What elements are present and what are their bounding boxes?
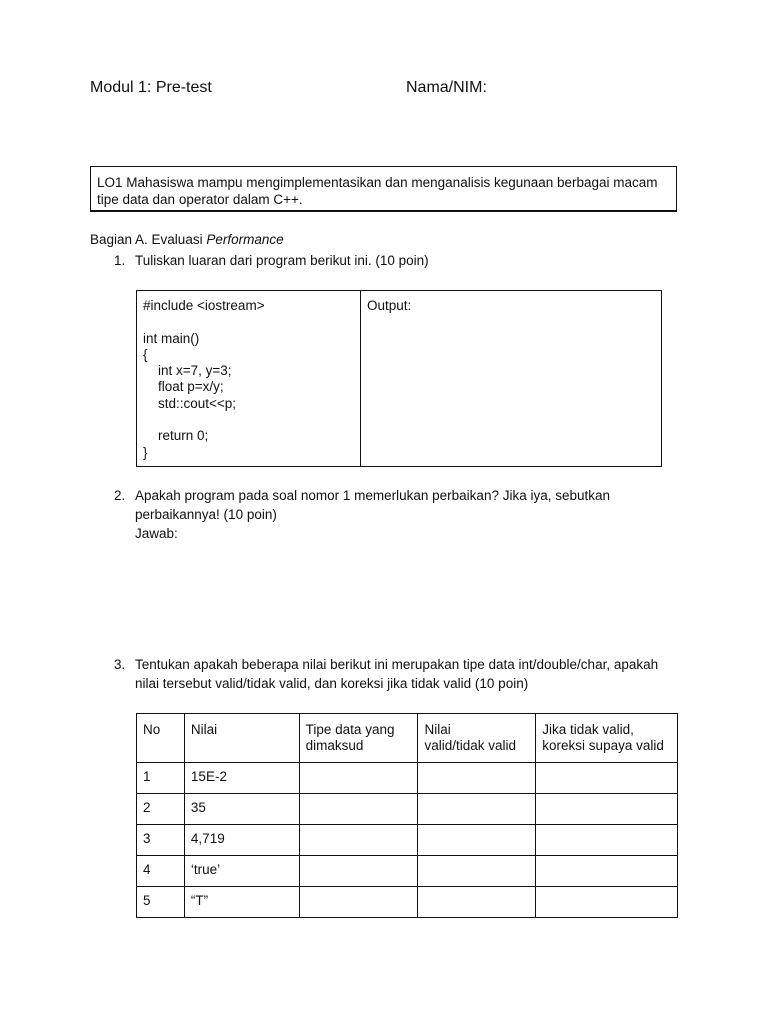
table-header-cell — [184, 714, 299, 763]
cell-blank[interactable] — [299, 856, 418, 887]
header-line: valid/tidak valid — [424, 738, 517, 753]
table-row — [137, 856, 678, 887]
code-listing: #include <iostream> int main() { int x=7, y=3; float p=x/y; std::cout<<p; return 0; } — [137, 291, 361, 466]
question-3 — [90, 655, 710, 695]
cell-no: 4 — [137, 856, 185, 887]
cell-blank[interactable] — [536, 763, 678, 794]
learning-outcome-box — [90, 166, 677, 212]
question-text: perbaikannya! (10 poin) — [135, 507, 277, 522]
cell-nilai: ‘true’ — [184, 856, 299, 887]
header-line: Nilai — [190, 722, 218, 737]
cell-blank[interactable] — [536, 825, 678, 856]
header-line: koreksi supaya valid — [542, 738, 664, 753]
cell-blank[interactable] — [299, 825, 418, 856]
cell-no: 5 — [137, 887, 185, 918]
answer-table — [136, 713, 678, 918]
answer-label: Jawab: — [135, 526, 178, 541]
section-heading-emphasis: Performance — [206, 232, 284, 247]
cell-blank[interactable] — [536, 887, 678, 918]
cell-nilai: “T” — [184, 887, 299, 918]
question-text: Tentukan apakah beberapa nilai berikut ini merupakan tipe data int/double/char, apakah — [135, 657, 659, 672]
name-nim-label: Nama/NIM: — [406, 79, 487, 96]
table-header-cell — [299, 714, 418, 763]
cell-nilai: 15E-2 — [184, 763, 299, 794]
header-line: Nilai — [424, 722, 451, 737]
output-label: Output: — [367, 298, 412, 313]
question-1 — [90, 251, 690, 271]
header-line: dimaksud — [305, 738, 364, 753]
table-header-row — [137, 714, 678, 763]
cell-blank[interactable] — [418, 856, 536, 887]
table-header-cell — [418, 714, 536, 763]
page-title: Modul 1: Pre-test — [90, 79, 212, 96]
question-text: Tuliskan luaran dari program berikut ini. (10 poin) — [135, 253, 429, 268]
cell-blank[interactable] — [299, 887, 418, 918]
header-line: Jika tidak valid, — [542, 722, 634, 737]
cell-blank[interactable] — [536, 794, 678, 825]
header-line: No — [143, 722, 161, 737]
cell-no: 3 — [137, 825, 185, 856]
cell-blank[interactable] — [418, 763, 536, 794]
table-row — [137, 825, 678, 856]
table-row — [137, 763, 678, 794]
cell-blank[interactable] — [418, 794, 536, 825]
question-number: 1. — [114, 253, 126, 268]
table-header-cell — [536, 714, 678, 763]
code-output-box — [136, 290, 662, 467]
cell-blank[interactable] — [299, 794, 418, 825]
question-text: Apakah program pada soal nomor 1 memerlukan perbaikan? Jika iya, sebutkan — [135, 488, 611, 503]
cell-blank[interactable] — [536, 856, 678, 887]
learning-outcome-line2: tipe data dan operator dalam C++. — [97, 192, 303, 207]
output-answer-cell — [361, 291, 661, 466]
cell-blank[interactable] — [418, 887, 536, 918]
question-text-block — [135, 655, 658, 693]
question-2 — [90, 486, 710, 546]
question-number: 3. — [114, 657, 126, 672]
section-heading — [90, 232, 284, 247]
section-heading-prefix: Bagian A. Evaluasi — [90, 232, 207, 247]
cell-nilai: 4,719 — [184, 825, 299, 856]
cell-nilai: 35 — [184, 794, 299, 825]
question-number: 2. — [114, 488, 126, 503]
table-header-cell — [137, 714, 185, 763]
question-text-block — [135, 486, 610, 543]
question-text: nilai tersebut valid/tidak valid, dan koreksi jika tidak valid (10 poin) — [135, 676, 529, 691]
cell-blank[interactable] — [299, 763, 418, 794]
cell-blank[interactable] — [418, 825, 536, 856]
table-row — [137, 887, 678, 918]
cell-no: 2 — [137, 794, 185, 825]
table-row — [137, 794, 678, 825]
header-line: Tipe data yang — [305, 722, 395, 737]
learning-outcome-line1: LO1 Mahasiswa mampu mengimplementasikan dan menganalisis kegunaan berbagai macam — [97, 175, 658, 190]
cell-no: 1 — [137, 763, 185, 794]
